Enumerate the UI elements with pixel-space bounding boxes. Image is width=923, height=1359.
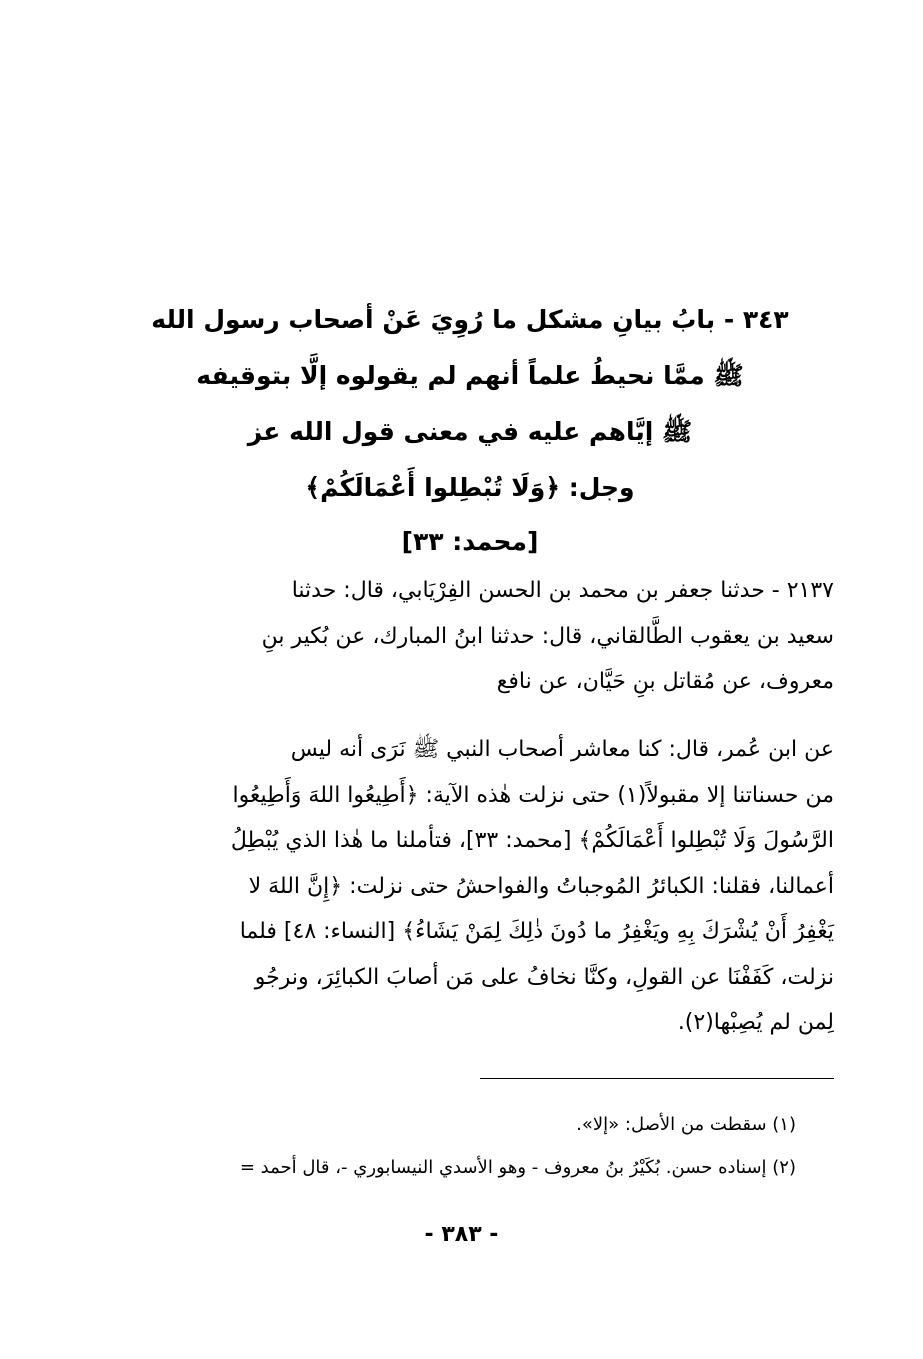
chapter-heading-line: ﷺ ممَّا نحيطُ علماً أنهم لم يقولوه إلَّا بتوقيفه	[196, 361, 744, 390]
matn-line: عن ابن عُمر، قال: كنا معاشر أصحاب النبي ﷺ نَرَى أنه ليس	[290, 737, 834, 762]
isnad-line: ٢١٣٧ - حدثنا جعفر بن محمد بن الحسن الفِرْيَابي، قال: حدثنا	[291, 578, 834, 603]
footnotes	[112, 1103, 796, 1189]
matn-line: من حسناتنا إلا مقبولاً(١) حتى نزلت هٰذه الآية: ﴿أَطِيعُوا اللهَ وَأَطِيعُوا	[232, 782, 834, 808]
matn-line: أعمالنا، فقلنا: الكبائرُ المُوجباتُ والفواحشُ حتى نزلت: ﴿إِنَّ اللهَ لا	[248, 873, 834, 899]
footnote-separator	[480, 1078, 834, 1079]
chapter-heading	[150, 292, 790, 562]
isnad-line: سعيد بن يعقوب الطَّالقاني، قال: حدثنا ابنُ المبارك، عن بُكير بنِ	[261, 623, 834, 649]
footnote-1: (١) سقطت من الأصل: «إلا».	[576, 1114, 796, 1135]
matn-line: نزلت، كَفَفْنَا عن القولِ، وكنَّا نخافُ على مَن أصابَ الكبائِرَ، ونرجُو	[254, 964, 834, 990]
chapter-heading-line: وجل: ﴿وَلَا تُبْطِلوا أَعْمَالَكُمْ﴾	[305, 473, 635, 502]
footnote-2: (٢) إسناده حسن. بُكَيْرُ بنُ معروف - وهو الأسدي النيسابوري -، قال أحمد =	[239, 1157, 796, 1178]
chapter-heading-line: ﷺ إيَّاهم عليه في معنى قول الله عز	[247, 417, 693, 446]
chapter-quran-reference: [محمد: ٣٣]	[401, 527, 539, 556]
hadith-isnad	[118, 568, 834, 705]
matn-line: لِمن لم يُصِبْها(٢).	[677, 1010, 834, 1035]
page-number: - ٣٨٣ -	[424, 1222, 499, 1247]
isnad-line: معروف، عن مُقاتل بنِ حَيَّان، عن نافع	[496, 669, 834, 694]
matn-line: يَغْفِرُ أَنْ يُشْرَكَ بِهِ ويَغْفِرُ ما دُونَ ذٰلِكَ لِمَنْ يَشَاءُ﴾ [النساء: ٤٨] فلما	[239, 919, 834, 944]
matn-line: الرَّسُولَ وَلَا تُبْطِلوا أَعْمَالَكُمْ﴾ [محمد: ٣٣]، فتأملنا ما هٰذا الذي يُبْطِلُ	[230, 828, 834, 853]
hadith-matn	[118, 727, 834, 1046]
chapter-heading-line: ٣٤٣ - بابُ بيانِ مشكل ما رُوِيَ عَنْ أصحاب رسول الله	[151, 305, 789, 334]
